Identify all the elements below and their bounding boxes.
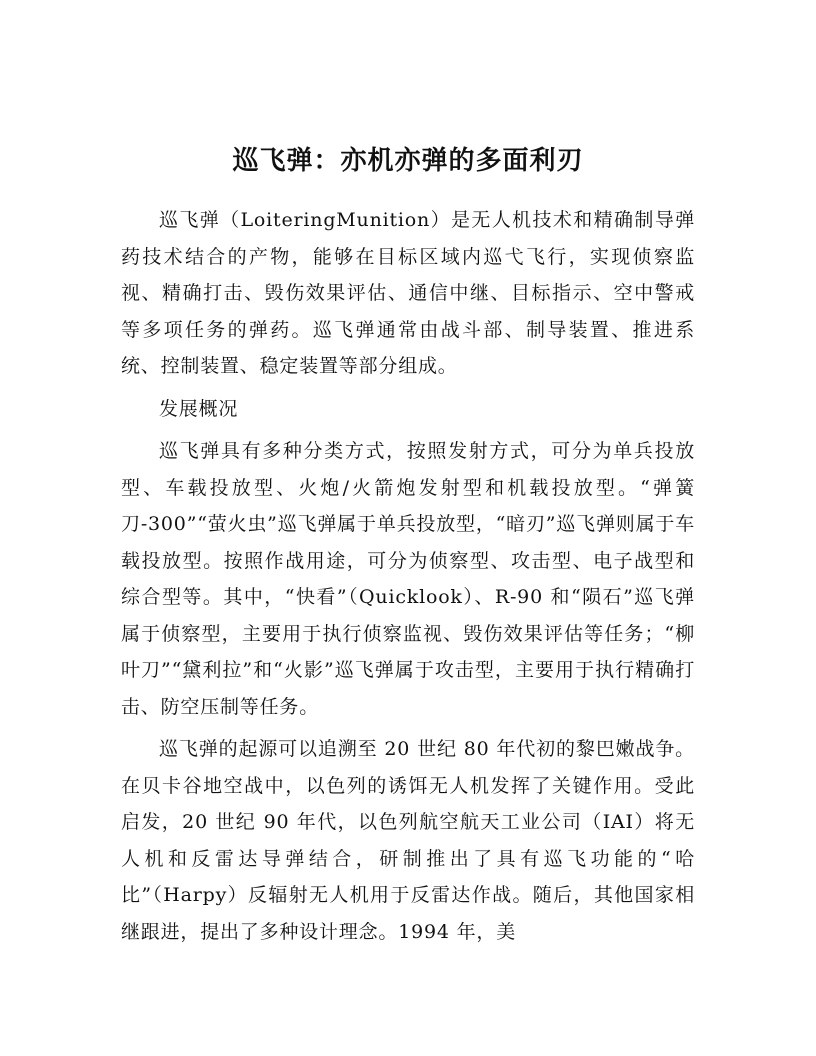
paragraph-intro: 巡飞弹（LoiteringMunition）是无人机技术和精确制导弹药技术结合的产物，能够在目标区域内巡弋飞行，实现侦察监视、精确打击、毁伤效果评估、通信中继、目标指示、空中警戒等多项任务的弹药。巡飞弹通常由战斗部、制导装置、推进系统、控制装置、稳定装置等部分组成。: [121, 209, 695, 377]
paragraph-origin: 巡飞弹的起源可以追溯至 20 世纪 80 年代初的黎巴嫩战争。在贝卡谷地空战中，以色列的诱饵无人机发挥了关键作用。受此启发，20 世纪 90 年代，以色列航空航天工业公司（IAI）将无人机和反雷达导弹结合，研制推出了具有巡飞功能的“哈比”（Harpy）反辐射无人机用于反雷达作战。随后，其他国家相继跟进，提出了多种设计理念。1994 年，美: [121, 738, 695, 943]
paragraph-classification: 巡飞弹具有多种分类方式，按照发射方式，可分为单兵投放型、车载投放型、火炮/火箭炮发射型和机载投放型。“弹簧刀-300”“萤火虫”巡飞弹属于单兵投放型，“暗刃”巡飞弹则属于车载投放型。按照作战用途，可分为侦察型、攻击型、电子战型和综合型等。其中，“快看”（Quicklook）、R-90 和“陨石”巡飞弹属于侦察型，主要用于执行侦察监视、毁伤效果评估等任务；“柳叶刀”“黛利拉”和“火影”巡飞弹属于攻击型，主要用于执行精确打击、防空压制等任务。: [121, 440, 695, 718]
document-title: 巡飞弹：亦机亦弹的多面利刃: [232, 146, 584, 176]
section-heading-development: 发展概况: [159, 397, 239, 420]
